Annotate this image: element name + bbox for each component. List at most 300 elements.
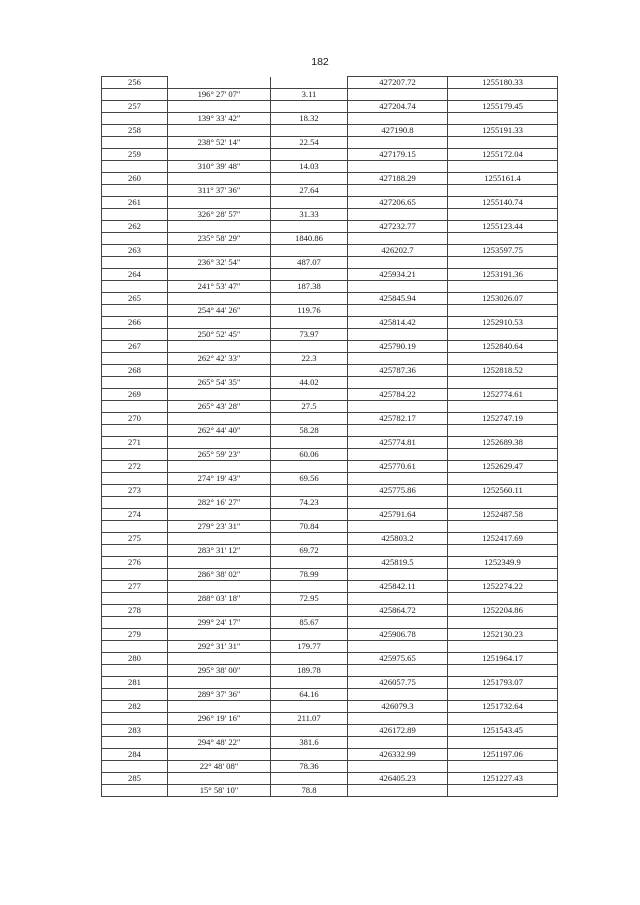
y-coordinate: 1252910.53 — [448, 317, 558, 329]
table-row — [102, 341, 558, 353]
empty-cell — [448, 113, 558, 125]
table-row — [102, 317, 558, 329]
empty-cell — [102, 785, 168, 797]
empty-cell — [448, 497, 558, 509]
x-coordinate: 425975.65 — [348, 653, 448, 665]
table-row — [102, 245, 558, 257]
table-row — [102, 149, 558, 161]
empty-cell — [448, 641, 558, 653]
distance: 487.07 — [271, 257, 348, 269]
bearing: 262° 42' 33" — [168, 353, 271, 365]
empty-cell — [448, 209, 558, 221]
table-row — [102, 773, 558, 785]
empty-cell — [348, 569, 448, 581]
table-row — [102, 701, 558, 713]
y-coordinate: 1251197.06 — [448, 749, 558, 761]
table-row — [102, 257, 558, 269]
table-row — [102, 437, 558, 449]
empty-cell — [168, 533, 271, 545]
distance: 44.02 — [271, 377, 348, 389]
bearing: 279° 23' 31" — [168, 521, 271, 533]
bearing: 15° 58' 10" — [168, 785, 271, 797]
empty-cell — [348, 473, 448, 485]
empty-cell — [102, 281, 168, 293]
empty-cell — [348, 761, 448, 773]
distance: 381.6 — [271, 737, 348, 749]
table-row — [102, 593, 558, 605]
empty-cell — [271, 437, 348, 449]
x-coordinate: 426057.75 — [348, 677, 448, 689]
empty-cell — [168, 269, 271, 281]
table-row — [102, 221, 558, 233]
empty-cell — [348, 497, 448, 509]
empty-cell — [168, 197, 271, 209]
y-coordinate: 1255161.4 — [448, 173, 558, 185]
empty-cell — [168, 461, 271, 473]
bearing: 282° 16' 27" — [168, 497, 271, 509]
empty-cell — [168, 293, 271, 305]
bearing: 289° 37' 36" — [168, 689, 271, 701]
table-row — [102, 305, 558, 317]
y-coordinate: 1252274.22 — [448, 581, 558, 593]
table-row — [102, 521, 558, 533]
distance: 187.38 — [271, 281, 348, 293]
distance: 27.64 — [271, 185, 348, 197]
empty-cell — [271, 749, 348, 761]
x-coordinate: 425845.94 — [348, 293, 448, 305]
bearing: 286° 38' 02" — [168, 569, 271, 581]
y-coordinate: 1252204.86 — [448, 605, 558, 617]
empty-cell — [102, 449, 168, 461]
bearing: 299° 24' 17" — [168, 617, 271, 629]
table-row — [102, 545, 558, 557]
empty-cell — [102, 257, 168, 269]
y-coordinate: 1252747.19 — [448, 413, 558, 425]
point-id: 274 — [102, 509, 168, 521]
distance: 22.54 — [271, 137, 348, 149]
x-coordinate: 425782.17 — [348, 413, 448, 425]
table-row — [102, 137, 558, 149]
point-id: 260 — [102, 173, 168, 185]
table-row — [102, 617, 558, 629]
x-coordinate: 425864.72 — [348, 605, 448, 617]
bearing: 265° 54' 35" — [168, 377, 271, 389]
y-coordinate: 1251964.17 — [448, 653, 558, 665]
empty-cell — [448, 713, 558, 725]
empty-cell — [102, 209, 168, 221]
bearing: 139° 33' 42" — [168, 113, 271, 125]
point-id: 279 — [102, 629, 168, 641]
empty-cell — [348, 401, 448, 413]
empty-cell — [348, 689, 448, 701]
distance: 78.8 — [271, 785, 348, 797]
empty-cell — [271, 197, 348, 209]
empty-cell — [271, 413, 348, 425]
y-coordinate: 1255140.74 — [448, 197, 558, 209]
empty-cell — [102, 737, 168, 749]
empty-cell — [271, 653, 348, 665]
y-coordinate: 1255191.33 — [448, 125, 558, 137]
x-coordinate: 425819.5 — [348, 557, 448, 569]
point-id: 283 — [102, 725, 168, 737]
x-coordinate: 425787.36 — [348, 365, 448, 377]
point-id: 277 — [102, 581, 168, 593]
y-coordinate: 1252629.47 — [448, 461, 558, 473]
empty-cell — [348, 353, 448, 365]
distance: 1840.86 — [271, 233, 348, 245]
y-coordinate: 1253191.36 — [448, 269, 558, 281]
y-coordinate: 1255172.04 — [448, 149, 558, 161]
empty-cell — [271, 293, 348, 305]
table-row — [102, 101, 558, 113]
empty-cell — [271, 533, 348, 545]
empty-cell — [448, 281, 558, 293]
point-id: 257 — [102, 101, 168, 113]
x-coordinate: 427206.65 — [348, 197, 448, 209]
bearing: 265° 59' 23" — [168, 449, 271, 461]
distance: 31.33 — [271, 209, 348, 221]
empty-cell — [168, 605, 271, 617]
distance: 179.77 — [271, 641, 348, 653]
bearing: 238° 52' 14" — [168, 137, 271, 149]
point-id: 273 — [102, 485, 168, 497]
bearing: 311° 37' 36" — [168, 185, 271, 197]
empty-cell — [102, 473, 168, 485]
table-row — [102, 209, 558, 221]
empty-cell — [102, 137, 168, 149]
y-coordinate: 1255180.33 — [448, 77, 558, 89]
empty-cell — [448, 737, 558, 749]
table-row — [102, 653, 558, 665]
empty-cell — [271, 557, 348, 569]
empty-cell — [271, 221, 348, 233]
point-id: 263 — [102, 245, 168, 257]
empty-cell — [168, 149, 271, 161]
empty-cell — [168, 557, 271, 569]
table-row — [102, 533, 558, 545]
point-id: 272 — [102, 461, 168, 473]
distance: 74.23 — [271, 497, 348, 509]
empty-cell — [448, 425, 558, 437]
x-coordinate: 426079.3 — [348, 701, 448, 713]
distance: 58.28 — [271, 425, 348, 437]
empty-cell — [168, 341, 271, 353]
empty-cell — [102, 569, 168, 581]
table-row — [102, 425, 558, 437]
empty-cell — [271, 485, 348, 497]
y-coordinate: 1252560.11 — [448, 485, 558, 497]
point-id: 265 — [102, 293, 168, 305]
table-row — [102, 365, 558, 377]
empty-cell — [271, 701, 348, 713]
empty-cell — [271, 725, 348, 737]
table-row — [102, 785, 558, 797]
empty-cell — [168, 173, 271, 185]
y-coordinate: 1252487.58 — [448, 509, 558, 521]
empty-cell — [348, 185, 448, 197]
x-coordinate: 425774.81 — [348, 437, 448, 449]
y-coordinate: 1251793.07 — [448, 677, 558, 689]
bearing: 283° 31' 12" — [168, 545, 271, 557]
x-coordinate: 425842.11 — [348, 581, 448, 593]
empty-cell — [448, 185, 558, 197]
empty-cell — [348, 209, 448, 221]
bearing: 254° 44' 26" — [168, 305, 271, 317]
empty-cell — [168, 245, 271, 257]
empty-cell — [168, 485, 271, 497]
empty-cell — [271, 773, 348, 785]
distance: 14.03 — [271, 161, 348, 173]
empty-cell — [168, 437, 271, 449]
y-coordinate: 1252130.23 — [448, 629, 558, 641]
x-coordinate: 425934.21 — [348, 269, 448, 281]
y-coordinate: 1255179.45 — [448, 101, 558, 113]
empty-cell — [348, 137, 448, 149]
table-row — [102, 353, 558, 365]
y-coordinate: 1252689.38 — [448, 437, 558, 449]
empty-cell — [168, 677, 271, 689]
distance: 211.07 — [271, 713, 348, 725]
table-row — [102, 605, 558, 617]
empty-cell — [348, 257, 448, 269]
empty-cell — [271, 125, 348, 137]
empty-cell — [271, 389, 348, 401]
table-row — [102, 581, 558, 593]
point-id: 268 — [102, 365, 168, 377]
y-coordinate: 1252417.69 — [448, 533, 558, 545]
table-row — [102, 329, 558, 341]
table-row — [102, 233, 558, 245]
table-row — [102, 389, 558, 401]
point-id: 284 — [102, 749, 168, 761]
point-id: 261 — [102, 197, 168, 209]
table-row — [102, 401, 558, 413]
empty-cell — [348, 305, 448, 317]
bearing: 196° 27' 07" — [168, 89, 271, 101]
empty-cell — [348, 161, 448, 173]
distance: 27.5 — [271, 401, 348, 413]
empty-cell — [348, 785, 448, 797]
table-row — [102, 569, 558, 581]
point-id: 270 — [102, 413, 168, 425]
distance: 64.16 — [271, 689, 348, 701]
empty-cell — [271, 77, 348, 89]
x-coordinate: 425803.2 — [348, 533, 448, 545]
empty-cell — [348, 641, 448, 653]
empty-cell — [271, 605, 348, 617]
x-coordinate: 425791.64 — [348, 509, 448, 521]
empty-cell — [448, 161, 558, 173]
empty-cell — [102, 545, 168, 557]
table-row — [102, 281, 558, 293]
x-coordinate: 425906.78 — [348, 629, 448, 641]
empty-cell — [271, 245, 348, 257]
empty-cell — [271, 365, 348, 377]
distance: 189.78 — [271, 665, 348, 677]
empty-cell — [102, 113, 168, 125]
empty-cell — [448, 569, 558, 581]
table-row — [102, 509, 558, 521]
table-row — [102, 473, 558, 485]
empty-cell — [102, 521, 168, 533]
empty-cell — [448, 401, 558, 413]
coordinate-table — [101, 76, 558, 797]
point-id: 276 — [102, 557, 168, 569]
y-coordinate: 1251543.45 — [448, 725, 558, 737]
y-coordinate: 1253597.75 — [448, 245, 558, 257]
bearing: 241° 53' 47" — [168, 281, 271, 293]
empty-cell — [168, 581, 271, 593]
table-row — [102, 125, 558, 137]
x-coordinate: 427204.74 — [348, 101, 448, 113]
empty-cell — [448, 377, 558, 389]
distance: 18.32 — [271, 113, 348, 125]
empty-cell — [271, 173, 348, 185]
empty-cell — [448, 689, 558, 701]
bearing: 265° 43' 28" — [168, 401, 271, 413]
empty-cell — [271, 509, 348, 521]
table-row — [102, 497, 558, 509]
empty-cell — [448, 89, 558, 101]
point-id: 278 — [102, 605, 168, 617]
empty-cell — [348, 425, 448, 437]
empty-cell — [271, 677, 348, 689]
empty-cell — [348, 521, 448, 533]
empty-cell — [102, 641, 168, 653]
empty-cell — [102, 617, 168, 629]
empty-cell — [348, 233, 448, 245]
bearing: 310° 39' 48" — [168, 161, 271, 173]
table-row — [102, 161, 558, 173]
table-row — [102, 689, 558, 701]
empty-cell — [168, 365, 271, 377]
table-row — [102, 269, 558, 281]
empty-cell — [271, 341, 348, 353]
empty-cell — [168, 653, 271, 665]
distance: 73.97 — [271, 329, 348, 341]
empty-cell — [168, 701, 271, 713]
distance: 78.36 — [271, 761, 348, 773]
empty-cell — [168, 125, 271, 137]
empty-cell — [348, 593, 448, 605]
bearing: 294° 48' 22" — [168, 737, 271, 749]
point-id: 267 — [102, 341, 168, 353]
empty-cell — [448, 665, 558, 677]
empty-cell — [168, 725, 271, 737]
x-coordinate: 427207.72 — [348, 77, 448, 89]
x-coordinate: 425770.61 — [348, 461, 448, 473]
empty-cell — [348, 329, 448, 341]
empty-cell — [271, 581, 348, 593]
empty-cell — [448, 305, 558, 317]
empty-cell — [271, 101, 348, 113]
empty-cell — [348, 281, 448, 293]
empty-cell — [102, 689, 168, 701]
x-coordinate: 426332.99 — [348, 749, 448, 761]
point-id: 285 — [102, 773, 168, 785]
empty-cell — [271, 461, 348, 473]
empty-cell — [448, 545, 558, 557]
empty-cell — [102, 401, 168, 413]
empty-cell — [168, 77, 271, 89]
empty-cell — [102, 161, 168, 173]
distance: 72.95 — [271, 593, 348, 605]
bearing: 295° 38' 00" — [168, 665, 271, 677]
distance: 78.99 — [271, 569, 348, 581]
distance: 70.84 — [271, 521, 348, 533]
point-id: 256 — [102, 77, 168, 89]
empty-cell — [271, 269, 348, 281]
empty-cell — [348, 617, 448, 629]
point-id: 280 — [102, 653, 168, 665]
bearing: 288° 03' 18" — [168, 593, 271, 605]
bearing: 22° 48' 08" — [168, 761, 271, 773]
empty-cell — [271, 149, 348, 161]
table-row — [102, 641, 558, 653]
empty-cell — [448, 449, 558, 461]
point-id: 264 — [102, 269, 168, 281]
x-coordinate: 427232.77 — [348, 221, 448, 233]
point-id: 275 — [102, 533, 168, 545]
empty-cell — [168, 773, 271, 785]
table-row — [102, 113, 558, 125]
empty-cell — [348, 113, 448, 125]
table-row — [102, 77, 558, 89]
bearing: 326° 28' 57" — [168, 209, 271, 221]
empty-cell — [102, 761, 168, 773]
empty-cell — [102, 329, 168, 341]
empty-cell — [168, 389, 271, 401]
empty-cell — [102, 425, 168, 437]
empty-cell — [102, 89, 168, 101]
bearing: 262° 44' 40" — [168, 425, 271, 437]
empty-cell — [448, 617, 558, 629]
distance: 3.11 — [271, 89, 348, 101]
table-row — [102, 173, 558, 185]
y-coordinate: 1252349.9 — [448, 557, 558, 569]
coordinate-table-body — [102, 77, 558, 797]
empty-cell — [168, 413, 271, 425]
y-coordinate: 1252774.61 — [448, 389, 558, 401]
empty-cell — [448, 785, 558, 797]
empty-cell — [168, 317, 271, 329]
empty-cell — [102, 185, 168, 197]
empty-cell — [448, 137, 558, 149]
empty-cell — [102, 593, 168, 605]
empty-cell — [271, 317, 348, 329]
empty-cell — [348, 713, 448, 725]
x-coordinate: 427190.8 — [348, 125, 448, 137]
table-row — [102, 557, 558, 569]
empty-cell — [102, 305, 168, 317]
empty-cell — [448, 329, 558, 341]
empty-cell — [102, 377, 168, 389]
y-coordinate: 1252840.64 — [448, 341, 558, 353]
x-coordinate: 425775.86 — [348, 485, 448, 497]
point-id: 281 — [102, 677, 168, 689]
point-id: 269 — [102, 389, 168, 401]
bearing: 250° 52' 45" — [168, 329, 271, 341]
point-id: 282 — [102, 701, 168, 713]
y-coordinate: 1251732.64 — [448, 701, 558, 713]
bearing: 292° 31' 31" — [168, 641, 271, 653]
x-coordinate: 427188.29 — [348, 173, 448, 185]
table-row — [102, 293, 558, 305]
empty-cell — [102, 497, 168, 509]
table-row — [102, 377, 558, 389]
empty-cell — [102, 665, 168, 677]
point-id: 271 — [102, 437, 168, 449]
